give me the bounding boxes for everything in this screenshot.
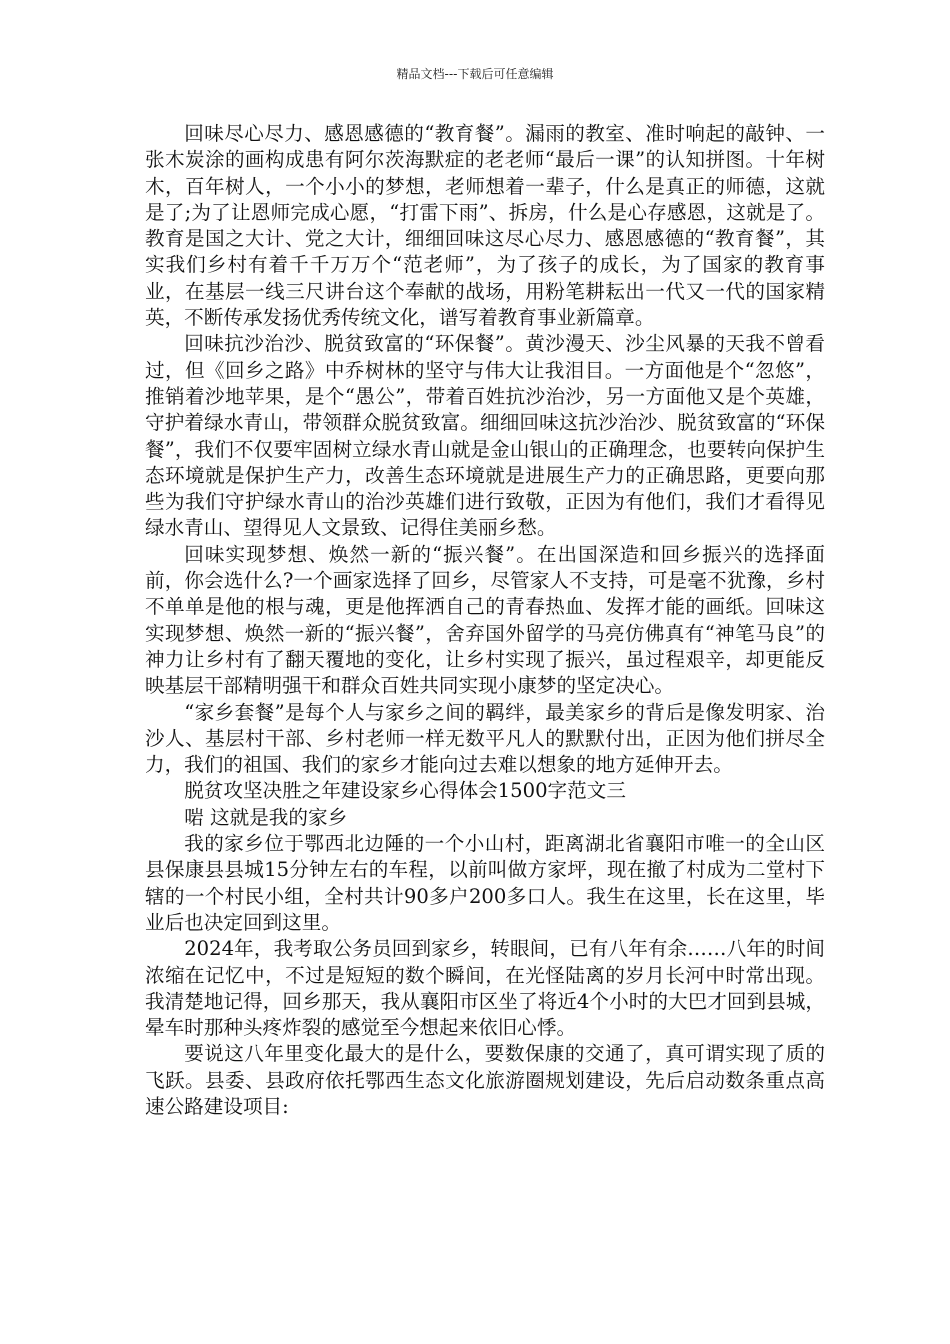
document-body [145,121,825,1120]
paragraph-environment: 回味抗沙治沙、脱贫致富的“环保餐”。黄沙漫天、沙尘风暴的天我不曾看过，但《回乡之路》中乔树林的坚守与伟大让我泪目。一方面他是个“忽悠”，推销着沙地苹果，是个“愚公”，带着百姓抗沙治沙，另一方面他又是个英雄，守护着绿水青山，带领群众脱贫致富。细细回味这抗沙治沙、脱贫致富的“环保餐”，我们不仅要牢固树立绿水青山就是金山银山的正确理念，也要转向保护生态环境就是保护生产力，改善生态环境就是进展生产力的正确思路，更要向那些为我们守护绿水青山的治沙英雄们进行致敬，正因为有他们，我们才看得见绿水青山、望得见人文景致、记得住美丽乡愁。 [145,332,825,540]
paragraph-hometown-set-meal: “家乡套餐”是每个人与家乡之间的羁绊，最美家乡的背后是像发明家、治沙人、基层村干部、乡村老师一样无数平凡人的默默付出，正因为他们拼尽全力，我们的祖国、我们的家乡才能向过去难以想象的地方延伸开去。 [145,700,825,777]
paragraph-education: 回味尽心尽力、感恩感德的“教育餐”。漏雨的教室、准时响起的敲钟、一张木炭涂的画构成患有阿尔茨海默症的老老师“最后一课”的认知拼图。十年树木，百年树人，一个小小的梦想，老师想着一辈子，什么是真正的师德，这就是了;为了让恩师完成心愿，“打雷下雨”、拆房，什么是心存感恩，这就是了。教育是国之大计、党之大计，细细回味这尽心尽力、感恩感德的“教育餐”，其实我们乡村有着千千万万个“范老师”，为了孩子的成长，为了国家的教育事业，在基层一线三尺讲台这个奉献的战场，用粉笔耕耘出一代又一代的国家精英，不断传承发扬优秀传统文化，谱写着教育事业新篇章。 [145,122,825,330]
section-title: 脱贫攻坚决胜之年建设家乡心得体会1500字范文三 [184,779,626,803]
paragraph-hometown-location: 我的家乡位于鄂西北边陲的一个小山村，距离湖北省襄阳市唯一的全山区县保康县县城15分钟左右的车程，以前叫做方家坪，现在撤了村成为二堂村下辖的一个村民小组，全村共计90多户200多口人。我生在这里，长在这里，毕业后也决定回到这里。 [145,832,825,934]
page-header: 精品文档---下载后可任意编辑 [396,67,554,81]
section-subtitle: 啱 这就是我的家乡 [184,805,348,829]
paragraph-transportation: 要说这八年里变化最大的是什么，要数保康的交通了，真可谓实现了质的飞跃。县委、县政府依托鄂西生态文化旅游圈规划建设，先后启动数条重点高速公路建设项目: [145,1042,825,1118]
paragraph-revitalization: 回味实现梦想、焕然一新的“振兴餐”。在出国深造和回乡振兴的选择面前，你会选什么?一个画家选择了回乡，尽管家人不支持，可是毫不犹豫，乡村不单单是他的根与魂，更是他挥洒自己的青春热血、发挥才能的画纸。回味这实现梦想、焕然一新的“振兴餐”，舍弃国外留学的马亮仿佛真有“神笔马良”的神力让乡村有了翻天覆地的变化，让乡村实现了振兴，虽过程艰辛，却更能反映基层干部精明强干和群众百姓共同实现小康梦的坚定决心。 [145,542,825,698]
paragraph-return-home: 2024年，我考取公务员回到家乡，转眼间，已有八年有余……八年的时间浓缩在记忆中，不过是短短的数个瞬间，在光怪陆离的岁月长河中时常出现。我清楚地记得，回乡那天，我从襄阳市区坐了将近4个小时的大巴才回到县城，晕车时那种头疼炸裂的感觉至今想起来依旧心悸。 [145,937,825,1040]
